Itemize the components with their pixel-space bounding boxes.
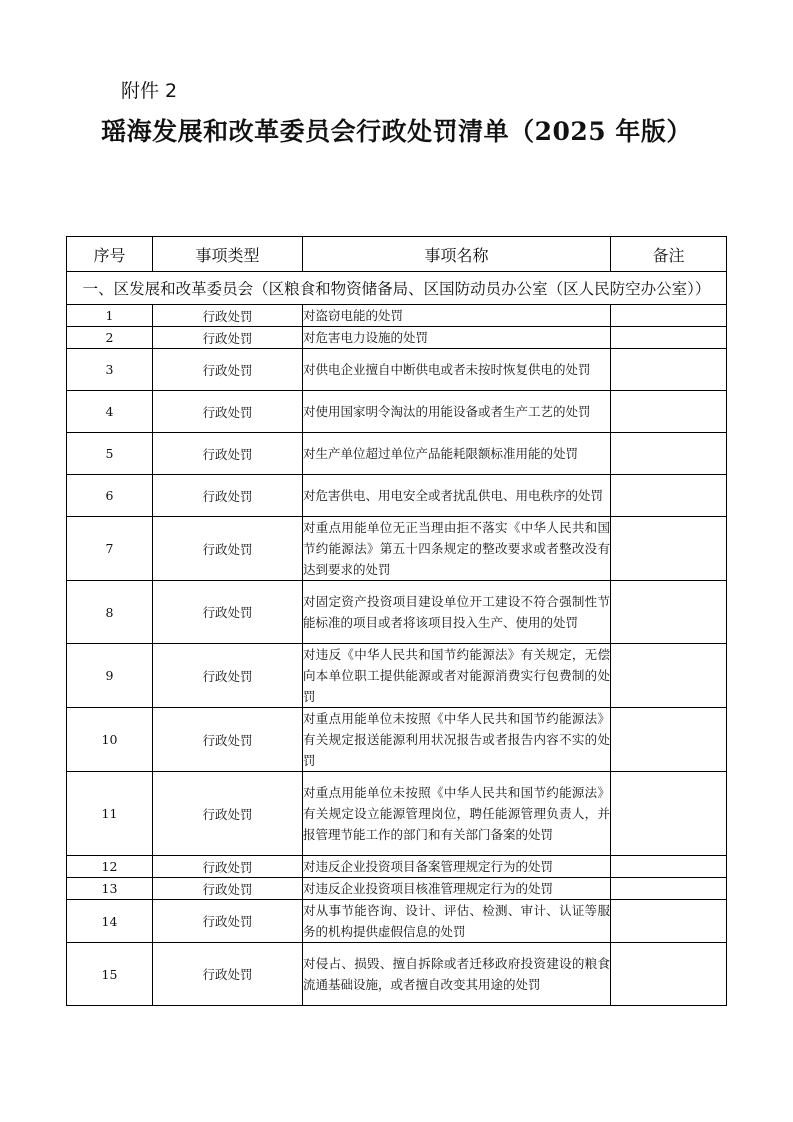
row-number: 14 bbox=[67, 900, 153, 943]
row-note bbox=[611, 856, 727, 878]
row-item-type: 行政处罚 bbox=[153, 581, 303, 644]
row-item-name: 对重点用能单位未按照《中华人民共和国节约能源法》有关规定报送能源利用状况报告或者报告内容不实的处罚 bbox=[303, 708, 611, 772]
row-number: 7 bbox=[67, 517, 153, 581]
table-header-row bbox=[67, 237, 727, 272]
document-title: 瑶海发展和改革委员会行政处罚清单（2025 年版） bbox=[101, 117, 692, 146]
row-item-type: 行政处罚 bbox=[153, 943, 303, 1006]
row-item-name: 对重点用能单位无正当理由拒不落实《中华人民共和国节约能源法》第五十四条规定的整改要求或者整改没有达到要求的处罚 bbox=[303, 517, 611, 581]
row-item-name: 对生产单位超过单位产品能耗限额标准用能的处罚 bbox=[303, 433, 611, 475]
table-row bbox=[67, 708, 727, 772]
row-item-name: 对违反《中华人民共和国节约能源法》有关规定，无偿向本单位职工提供能源或者对能源消费实行包费制的处罚 bbox=[303, 644, 611, 708]
row-item-name: 对供电企业擅自中断供电或者未按时恢复供电的处罚 bbox=[303, 349, 611, 391]
row-item-name: 对重点用能单位未按照《中华人民共和国节约能源法》有关规定设立能源管理岗位，聘任能源管理负责人，并报管理节能工作的部门和有关部门备案的处罚 bbox=[303, 772, 611, 856]
table-row bbox=[67, 305, 727, 327]
table-row bbox=[67, 878, 727, 900]
row-number: 8 bbox=[67, 581, 153, 644]
row-number: 4 bbox=[67, 391, 153, 433]
column-header-type: 事项类型 bbox=[153, 237, 303, 272]
row-number: 5 bbox=[67, 433, 153, 475]
table-row bbox=[67, 644, 727, 708]
table-row bbox=[67, 772, 727, 856]
row-item-name: 对危害供电、用电安全或者扰乱供电、用电秩序的处罚 bbox=[303, 475, 611, 517]
penalty-list-table bbox=[66, 236, 727, 1006]
column-header-note: 备注 bbox=[611, 237, 727, 272]
column-header-name: 事项名称 bbox=[303, 237, 611, 272]
row-item-type: 行政处罚 bbox=[153, 305, 303, 327]
row-item-type: 行政处罚 bbox=[153, 878, 303, 900]
row-number: 6 bbox=[67, 475, 153, 517]
row-item-type: 行政处罚 bbox=[153, 327, 303, 349]
table-row bbox=[67, 349, 727, 391]
row-note bbox=[611, 305, 727, 327]
row-note bbox=[611, 391, 727, 433]
row-item-type: 行政处罚 bbox=[153, 433, 303, 475]
row-number: 1 bbox=[67, 305, 153, 327]
row-item-type: 行政处罚 bbox=[153, 517, 303, 581]
row-note bbox=[611, 900, 727, 943]
section-heading: 一、区发展和改革委员会（区粮食和物资储备局、区国防动员办公室（区人民防空办公室）） bbox=[67, 272, 727, 305]
row-note bbox=[611, 349, 727, 391]
row-note bbox=[611, 943, 727, 1006]
row-item-name: 对侵占、损毁、擅自拆除或者迁移政府投资建设的粮食流通基础设施，或者擅自改变其用途的处罚 bbox=[303, 943, 611, 1006]
row-item-name: 对盗窃电能的处罚 bbox=[303, 305, 611, 327]
row-number: 9 bbox=[67, 644, 153, 708]
row-item-name: 对固定资产投资项目建设单位开工建设不符合强制性节能标准的项目或者将该项目投入生产、使用的处罚 bbox=[303, 581, 611, 644]
row-note bbox=[611, 772, 727, 856]
row-note bbox=[611, 327, 727, 349]
row-item-type: 行政处罚 bbox=[153, 900, 303, 943]
row-note bbox=[611, 581, 727, 644]
table-row bbox=[67, 900, 727, 943]
table-row bbox=[67, 433, 727, 475]
row-note bbox=[611, 517, 727, 581]
row-note bbox=[611, 475, 727, 517]
row-number: 10 bbox=[67, 708, 153, 772]
section-row bbox=[67, 272, 727, 305]
table-row bbox=[67, 391, 727, 433]
row-number: 12 bbox=[67, 856, 153, 878]
row-number: 3 bbox=[67, 349, 153, 391]
row-number: 2 bbox=[67, 327, 153, 349]
row-item-type: 行政处罚 bbox=[153, 772, 303, 856]
row-item-name: 对危害电力设施的处罚 bbox=[303, 327, 611, 349]
table-row bbox=[67, 943, 727, 1006]
table-row bbox=[67, 475, 727, 517]
row-note bbox=[611, 708, 727, 772]
row-item-name: 对违反企业投资项目备案管理规定行为的处罚 bbox=[303, 856, 611, 878]
row-item-type: 行政处罚 bbox=[153, 391, 303, 433]
table-row bbox=[67, 856, 727, 878]
row-item-type: 行政处罚 bbox=[153, 856, 303, 878]
row-item-name: 对使用国家明令淘汰的用能设备或者生产工艺的处罚 bbox=[303, 391, 611, 433]
row-note bbox=[611, 878, 727, 900]
row-item-type: 行政处罚 bbox=[153, 475, 303, 517]
row-item-type: 行政处罚 bbox=[153, 708, 303, 772]
column-header-no: 序号 bbox=[67, 237, 153, 272]
row-note bbox=[611, 644, 727, 708]
row-number: 13 bbox=[67, 878, 153, 900]
table-row bbox=[67, 581, 727, 644]
table-row bbox=[67, 327, 727, 349]
row-item-name: 对违反企业投资项目核准管理规定行为的处罚 bbox=[303, 878, 611, 900]
row-item-name: 对从事节能咨询、设计、评估、检测、审计、认证等服务的机构提供虚假信息的处罚 bbox=[303, 900, 611, 943]
row-number: 15 bbox=[67, 943, 153, 1006]
table-row bbox=[67, 517, 727, 581]
row-item-type: 行政处罚 bbox=[153, 644, 303, 708]
row-note bbox=[611, 433, 727, 475]
row-item-type: 行政处罚 bbox=[153, 349, 303, 391]
attachment-label: 附件 2 bbox=[121, 80, 178, 102]
row-number: 11 bbox=[67, 772, 153, 856]
